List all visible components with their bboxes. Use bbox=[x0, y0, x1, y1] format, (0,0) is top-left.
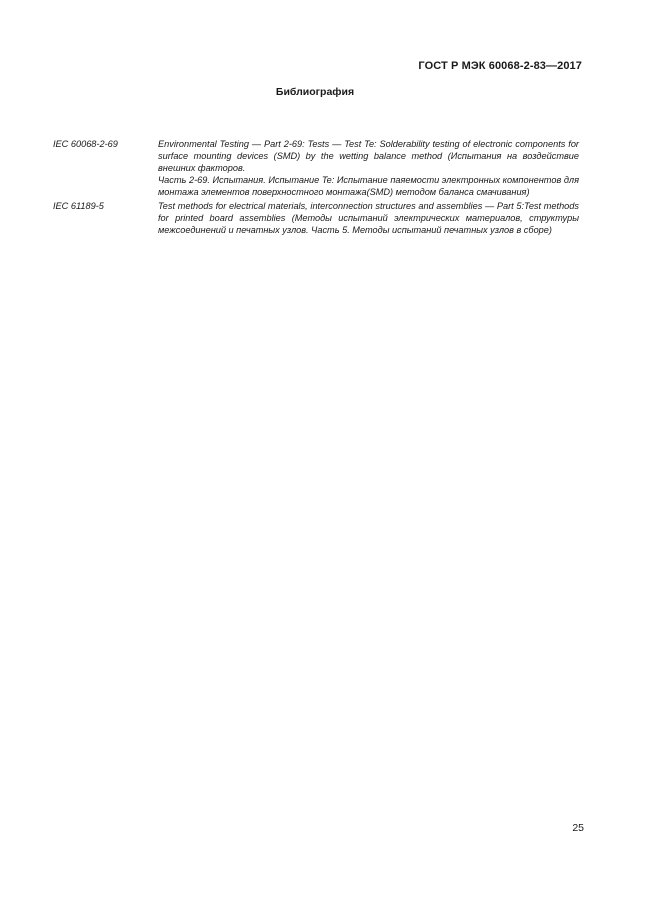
bibliography-entry bbox=[53, 138, 579, 198]
entry-description bbox=[158, 200, 579, 236]
bibliography-entry bbox=[53, 200, 579, 236]
entry-description bbox=[158, 138, 579, 198]
entry-paragraph: Environmental Testing — Part 2-69: Tests — Test Te: Solderability testing of electronic components for surface mounting devices (SMD) by the wetting balance method (Испытания на воздействие внешних факторов. bbox=[158, 139, 579, 173]
entry-paragraph: Test methods for electrical materials, interconnection structures and assemblies — Part 5:Test methods for printed board assemblies (Методы испытаний электрических материалов, структуры межсоединений и печатных узлов. Часть 5. Методы испытаний печатных узлов в сборе) bbox=[158, 201, 579, 235]
entry-paragraph: Часть 2-69. Испытания. Испытание Te: Испытание паяемости электронных компонентов для монтажа элементов поверхностного монтажа(SMD) методом баланса смачивания) bbox=[158, 175, 579, 197]
bibliography-list bbox=[53, 138, 579, 236]
document-id-header: ГОСТ Р МЭК 60068-2-83—2017 bbox=[418, 60, 582, 72]
page-title: Библиография bbox=[275, 86, 355, 98]
page-number: 25 bbox=[572, 822, 584, 834]
entry-code: IEC 61189-5 bbox=[53, 201, 104, 211]
entry-code: IEC 60068-2-69 bbox=[53, 139, 118, 149]
